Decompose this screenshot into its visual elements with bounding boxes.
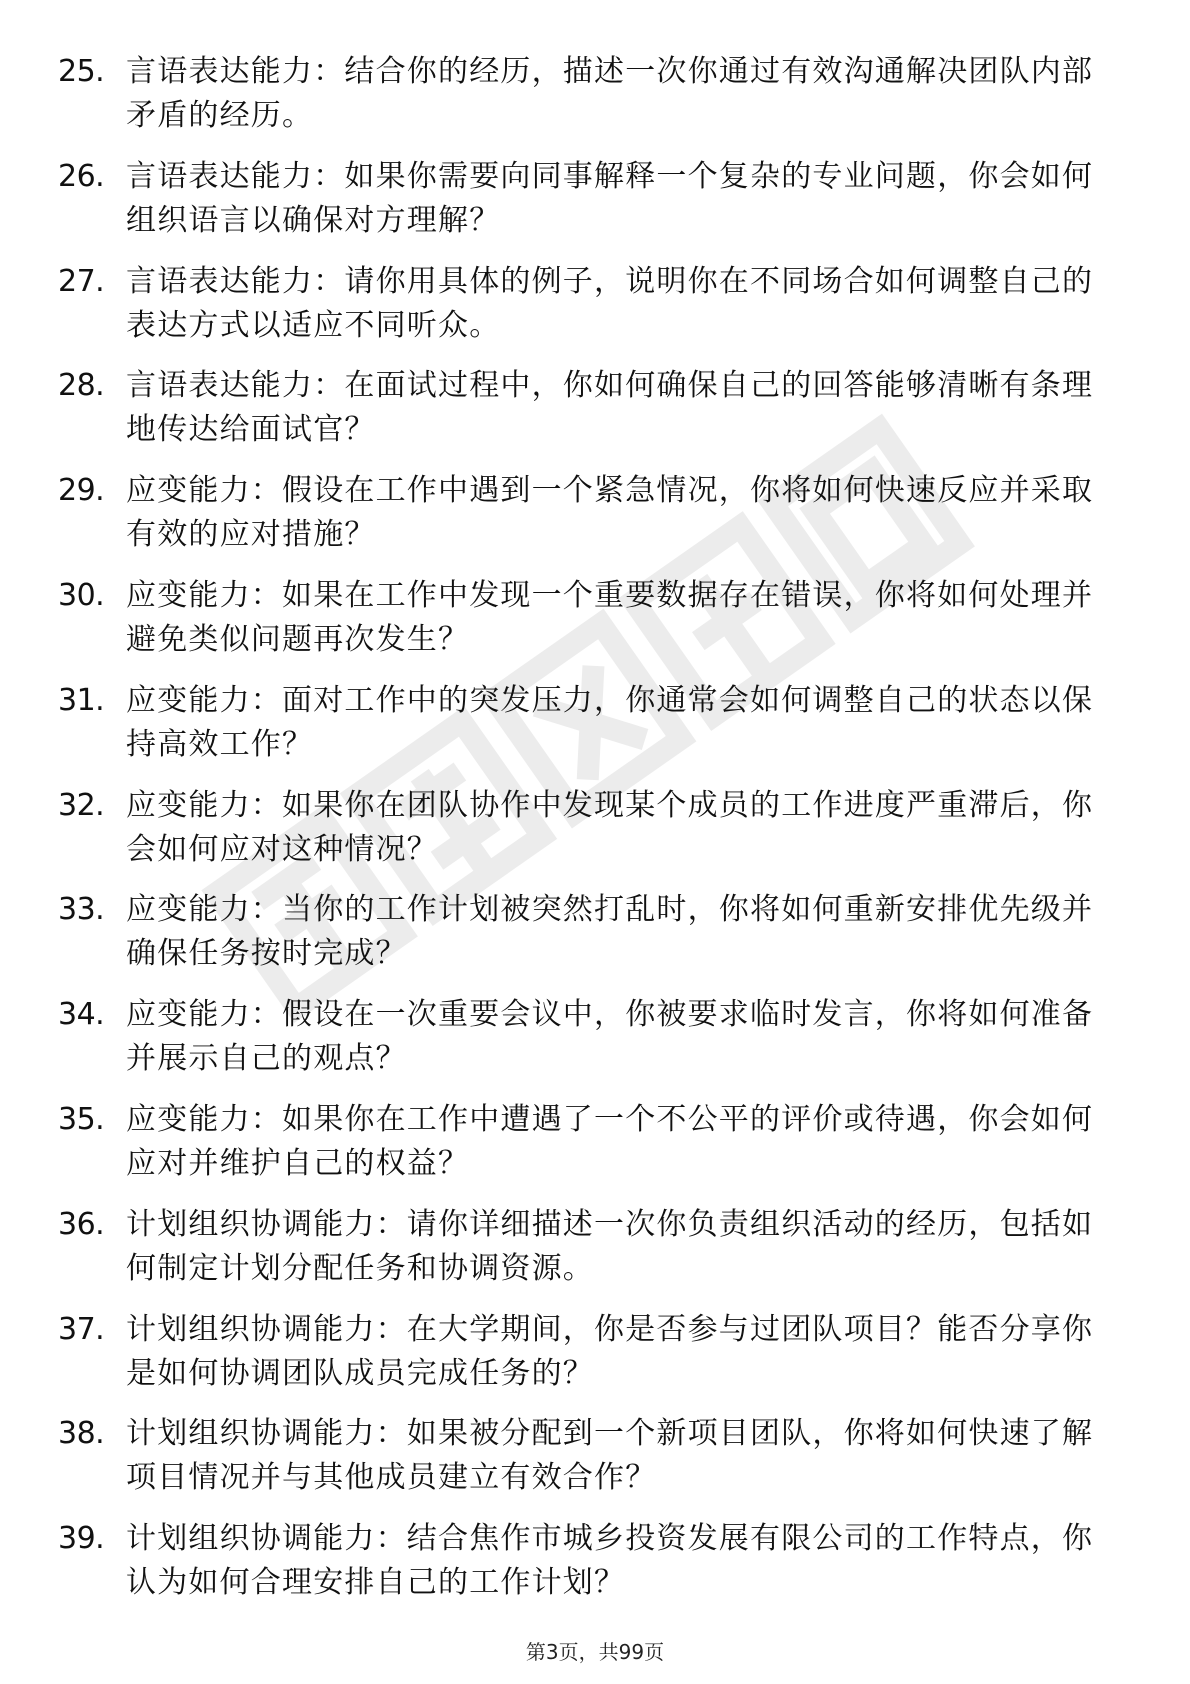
- question-number: 28.: [58, 368, 105, 404]
- question-item: [58, 260, 1118, 348]
- question-text: 言语表达能力：在面试过程中，你如何确保自己的回答能够清晰有条理地传达给面试官？: [126, 368, 1094, 448]
- question-number: 26.: [58, 158, 105, 194]
- question-item: [58, 993, 1118, 1081]
- question-text: 应变能力：当你的工作计划被突然打乱时，你将如何重新安排优先级并确保任务按时完成？: [126, 892, 1094, 972]
- question-item: [58, 1412, 1118, 1500]
- question-number: 32.: [58, 787, 105, 823]
- question-number: 34.: [58, 997, 105, 1033]
- question-number: 31.: [58, 682, 105, 718]
- question-item: [58, 469, 1118, 557]
- question-number: 30.: [58, 577, 105, 613]
- question-item: [58, 888, 1118, 976]
- question-text: 应变能力：如果在工作中发现一个重要数据存在错误，你将如何处理并避免类似问题再次发生？: [126, 577, 1094, 657]
- question-text: 言语表达能力：请你用具体的例子，说明你在不同场合如何调整自己的表达方式以适应不同听众。: [126, 263, 1094, 343]
- question-number: 27.: [58, 263, 105, 299]
- question-number: 39.: [58, 1521, 105, 1557]
- question-text: 计划组织协调能力：在大学期间，你是否参与过团队项目？能否分享你是如何协调团队成员完成任务的？: [126, 1311, 1094, 1391]
- question-item: [58, 50, 1118, 138]
- question-text: 计划组织协调能力：请你详细描述一次你负责组织活动的经历，包括如何制定计划分配任务和协调资源。: [126, 1206, 1094, 1286]
- question-text: 言语表达能力：结合你的经历，描述一次你通过有效沟通解决团队内部矛盾的经历。: [126, 54, 1094, 133]
- question-item: [58, 1098, 1118, 1186]
- question-item: [58, 364, 1118, 452]
- question-number: 37.: [58, 1311, 105, 1347]
- question-text: 应变能力：如果你在团队协作中发现某个成员的工作进度严重滞后，你会如何应对这种情况？: [126, 787, 1094, 867]
- question-text: 应变能力：如果你在工作中遭遇了一个不公平的评价或待遇，你会如何应对并维护自己的权益？: [126, 1101, 1094, 1181]
- page-number-footer: 第3页，共99页: [525, 1640, 665, 1664]
- question-list: [58, 50, 1118, 1622]
- question-item: [58, 1308, 1118, 1396]
- question-number: 29.: [58, 473, 105, 509]
- question-item: [58, 1203, 1118, 1291]
- question-item: [58, 574, 1118, 662]
- question-number: 25.: [58, 54, 105, 89]
- question-number: 36.: [58, 1206, 105, 1242]
- question-text: 应变能力：假设在一次重要会议中，你被要求临时发言，你将如何准备并展示自己的观点？: [126, 997, 1094, 1077]
- question-item: [58, 784, 1118, 872]
- question-text: 应变能力：假设在工作中遇到一个紧急情况，你将如何快速反应并采取有效的应对措施？: [126, 473, 1094, 553]
- question-number: 38.: [58, 1416, 105, 1452]
- question-text: 计划组织协调能力：结合焦作市城乡投资发展有限公司的工作特点，你认为如何合理安排自己的工作计划？: [126, 1521, 1094, 1601]
- question-item: [58, 679, 1118, 767]
- question-item: [58, 155, 1118, 243]
- question-text: 言语表达能力：如果你需要向同事解释一个复杂的专业问题，你会如何组织语言以确保对方理解？: [126, 158, 1094, 238]
- question-text: 计划组织协调能力：如果被分配到一个新项目团队，你将如何快速了解项目情况并与其他成员建立有效合作？: [126, 1416, 1094, 1496]
- question-item: [58, 1517, 1118, 1605]
- question-text: 应变能力：面对工作中的突发压力，你通常会如何调整自己的状态以保持高效工作？: [126, 682, 1094, 762]
- question-number: 33.: [58, 892, 105, 928]
- question-number: 35.: [58, 1101, 105, 1137]
